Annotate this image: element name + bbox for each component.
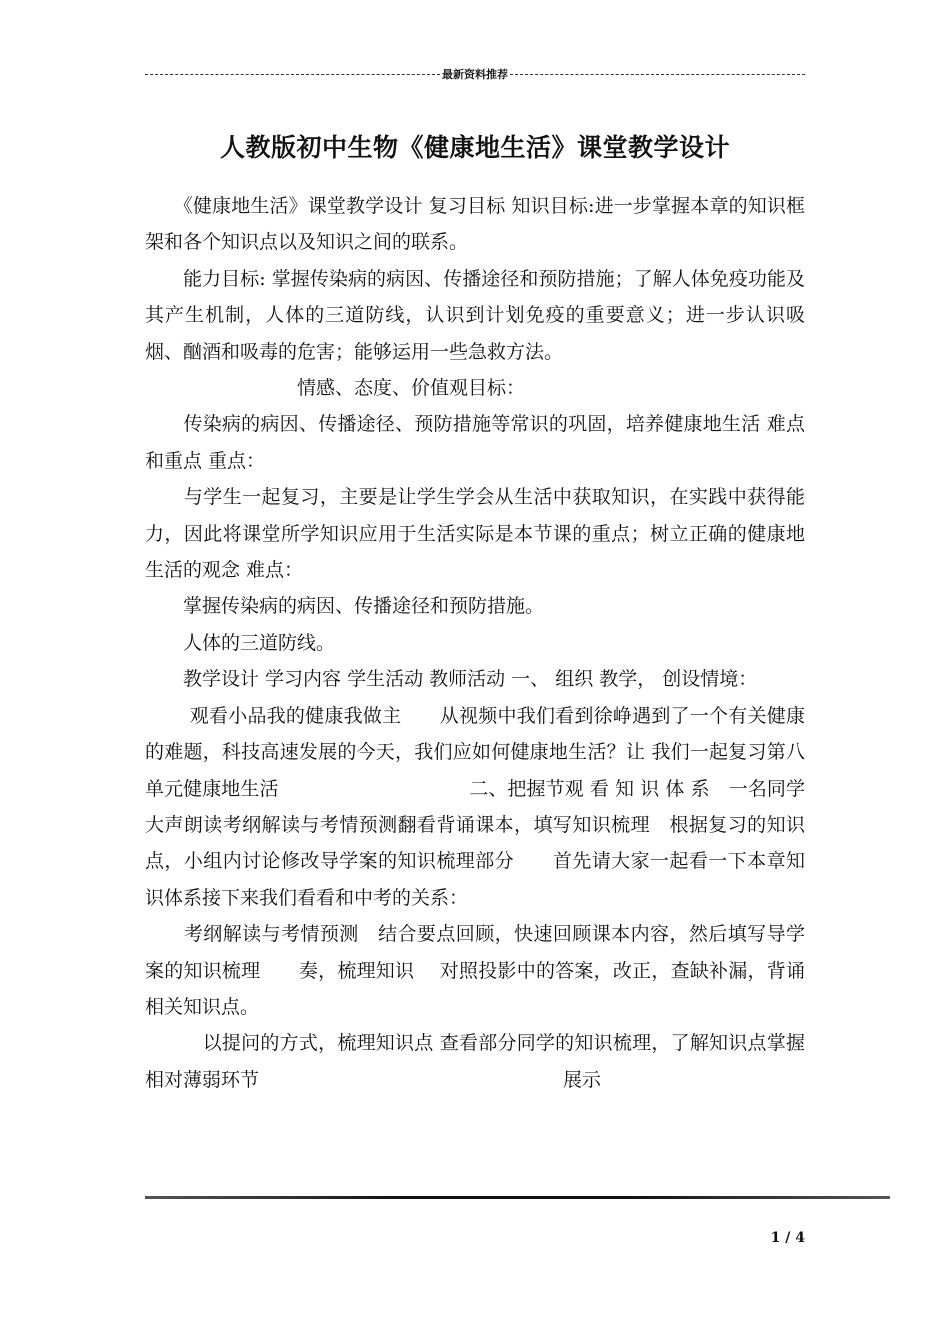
header-dash-right <box>510 74 805 75</box>
paragraph: 人体的三道防线。 <box>145 631 336 654</box>
paragraph: 能力目标: 掌握传染病的病因、传播途径和预防措施；了解人体免疫功能及其产生机制，人体的三道防线，认识到计划免疫的重要意义；进一步认识吸烟、酗酒和吸毒的危害；能够运用一些急救方法。 <box>145 267 805 363</box>
header-dash-left <box>145 74 440 75</box>
paragraph: 与学生一起复习，主要是让学生学会从生活中获取知识，在实践中获得能力，因此将课堂所学知识应用于生活实际是本节课的重点；树立正确的健康地生活的观念 难点： <box>145 486 805 582</box>
page-header <box>145 66 805 82</box>
paragraph: 《健康地生活》课堂教学设计 复习目标 知识目标:进一步掌握本章的知识框架和各个知识点以及知识之间的联系。 <box>145 195 805 254</box>
header-label: 最新资料推荐 <box>442 68 508 81</box>
document-body <box>145 188 805 1098</box>
paragraph: 教学设计 学习内容 学生活动 教师活动 一、 组织 教学， 创设情境： <box>145 668 758 691</box>
footer-rule <box>145 1196 890 1199</box>
paragraph: 掌握传染病的病因、传播途径和预防措施。 <box>145 595 545 618</box>
paragraph: 情感、态度、价值观目标： <box>145 377 526 400</box>
paragraph: 考纲解读与考情预测 结合要点回顾，快速回顾课本内容，然后填写导学案的知识梳理 奏，梳理知识 对照投影中的答案，改正，查缺补漏，背诵相关知识点。 <box>145 923 805 1018</box>
page-number: 1 / 4 <box>770 1230 805 1246</box>
paragraph: 以提问的方式，梳理知识点 查看部分同学的知识梳理，了解知识点掌握相对薄弱环节 展示 <box>145 1032 805 1091</box>
paragraph: 观看小品我的健康我做主 从视频中我们看到徐峥遇到了一个有关健康的难题，科技高速发展的今天，我们应如何健康地生活？让 我们一起复习第八单元健康地生活 二、把握节观 看 知 识 体 系 一名同学大声朗读考纲解读与考情预测翻看背诵课本，填写知识梳理 根据复习的知识点，小组内讨论修改导学案的知识梳理部分 首先请大家一起看一下本章知识体系接下来我们看看和中考的关系： <box>145 704 805 909</box>
document-title: 人教版初中生物《健康地生活》课堂教学设计 <box>219 133 730 162</box>
paragraph: 传染病的病因、传播途径、预防措施等常识的巩固，培养健康地生活 难点和重点 重点： <box>145 413 805 472</box>
